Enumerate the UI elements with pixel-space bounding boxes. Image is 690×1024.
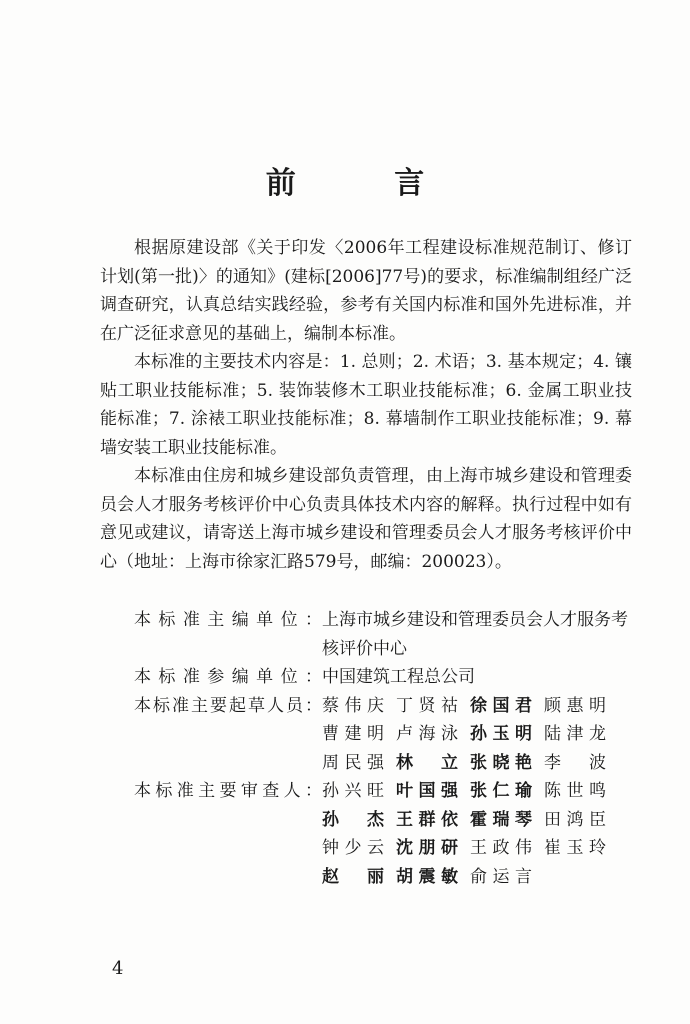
drafter-name: 周民强 [322,752,384,773]
drafter-name: 陆津龙 [544,724,606,744]
page-title: 前 言 [265,166,469,201]
drafter-name: 丁贤祜 [396,695,458,716]
reviewer-name: 钟少云 [322,838,384,858]
reviewer-name: 赵丽 [322,866,384,887]
drafter-name: 顾惠明 [544,695,606,716]
paragraph-contents: 本标准的主要技术内容是：1. 总则；2. 术语；3. 基本规定；4. 镶贴工职业技能标准；5. 装饰装修木工职业技能标准；6. 金属工职业技能标准；7. 涂裱工职业技能标准；8. 幕墙制作工职业技能标准；9. 幕墙安装工职业技能标准。 [100,352,632,458]
reviewer-name: 田鸿臣 [544,809,606,830]
body-text [100,234,632,576]
paragraph-basis: 根据原建设部《关于印发〈2006年工程建设标准规范制订、修订计划(第一批)〉的通知》(建标[2006]77号)的要求，标准编制组经广泛调查研究，认真总结实践经验，参考有关国内标准和国外先进标准，并在广泛征求意见的基础上，编制本标准。 [100,238,632,344]
reviewer-name: 胡震敏 [396,866,458,887]
reviewer-name: 王政伟 [470,838,532,858]
reviewer-name: 沈朋研 [396,838,458,858]
co-unit-label: 本标准参编单位： [134,667,322,687]
chief-unit-value: 上海市城乡建设和管理委员会人才服务考核评价中心 [322,610,628,659]
drafter-name: 卢海泳 [396,724,458,744]
reviewer-name: 叶国强 [396,781,458,801]
reviewers-list [322,777,640,891]
reviewer-name: 霍瑞琴 [470,809,532,830]
drafters-list [322,692,640,778]
reviewer-name: 张仁瑜 [470,781,532,801]
reviewer-name: 王群依 [396,809,458,830]
reviewers-row [100,777,640,891]
co-unit-row [100,663,640,692]
chief-unit-row [100,606,640,663]
drafter-name: 张晓艳 [470,752,532,773]
drafter-name: 曹建明 [322,724,384,744]
drafters-label: 本标准主要起草人员： [134,695,322,716]
co-unit-value: 中国建筑工程总公司 [322,667,475,687]
reviewer-name: 孙杰 [322,809,384,830]
drafters-row [100,692,640,778]
drafter-name: 徐国君 [470,695,532,716]
drafter-name: 蔡伟庆 [322,695,384,716]
reviewer-name: 崔玉玲 [544,838,606,858]
drafter-name: 孙玉明 [470,724,532,744]
drafter-name: 李波 [544,752,606,773]
paragraph-management: 本标准由住房和城乡建设部负责管理，由上海市城乡建设和管理委员会人才服务考核评价中心负责具体技术内容的解释。执行过程中如有意见或建议，请寄送上海市城乡建设和管理委员会人才服务考核评价中心（地址：上海市徐家汇路579号，邮编：200023）。 [100,466,632,572]
page-number: 4 [112,958,124,979]
credits-section [100,606,640,891]
reviewer-name: 陈世鸣 [544,781,606,801]
drafter-name: 林立 [396,752,458,773]
reviewers-label: 本标准主要审查人： [134,781,322,801]
chief-unit-label: 本标准主编单位： [134,610,322,630]
reviewer-name: 孙兴旺 [322,781,384,801]
reviewer-name: 俞运言 [470,866,532,887]
